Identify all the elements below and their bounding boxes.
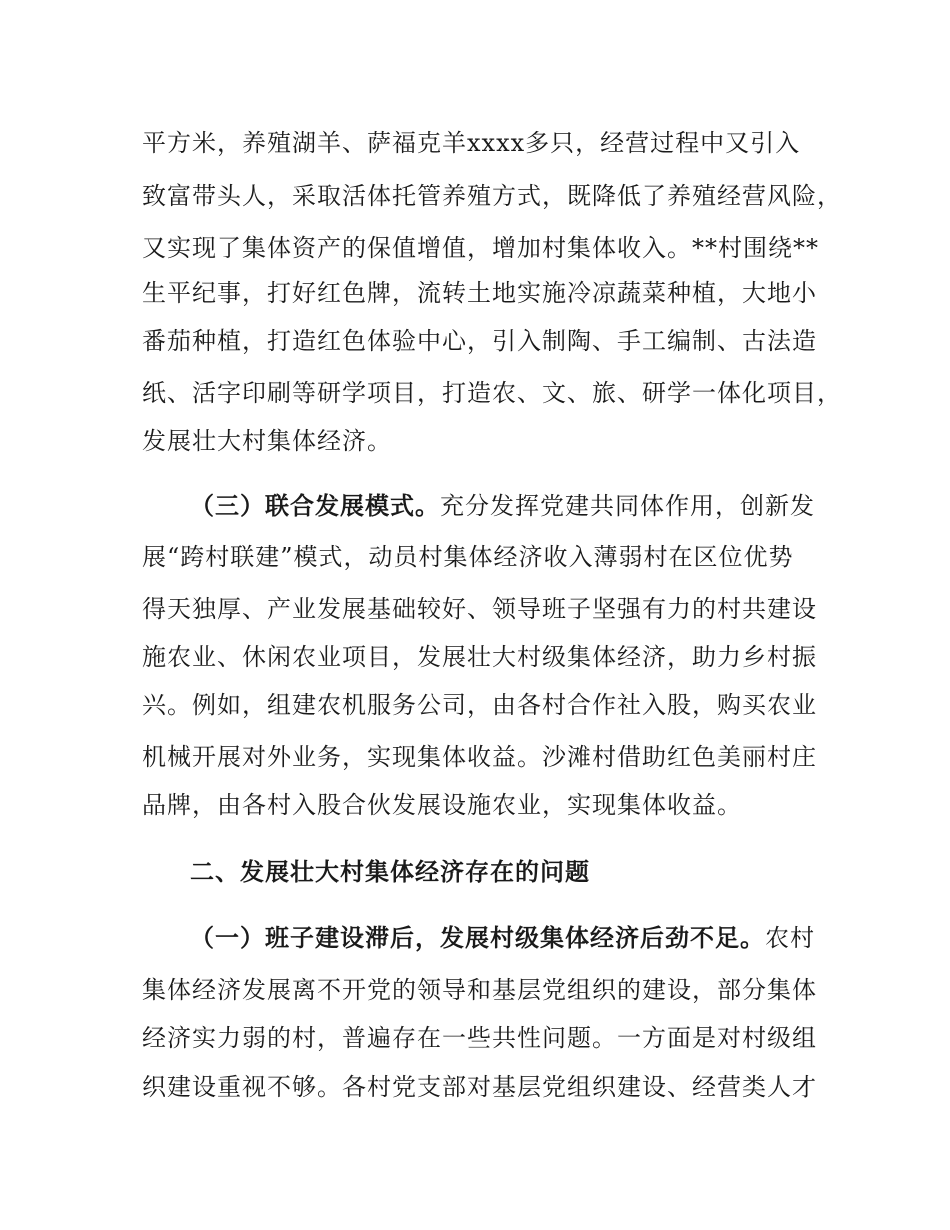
paragraph-title: （一）班子建设滞后，发展村级集体经济后劲不足。 <box>190 924 765 952</box>
paragraph-line: 展“跨村联建”模式，动员村集体经济收入薄弱村在区位优势 <box>142 543 794 571</box>
paragraph-line: 品牌，由各村入股合伙发展设施农业，实现集体收益。 <box>142 791 742 819</box>
paragraph-text: 农村 <box>765 924 815 952</box>
paragraph-line: 平方米，养殖湖羊、萨福克羊xxxx多只，经营过程中又引入 <box>142 129 801 157</box>
paragraph-line: 发展壮大村集体经济。 <box>142 427 392 455</box>
paragraph-line: 经济实力弱的村，普遍存在一些共性问题。一方面是对村级组 <box>142 1024 817 1052</box>
paragraph-first-line <box>190 923 815 953</box>
paragraph-line: 兴。例如，组建农机服务公司，由各村合作社入股，购买农业 <box>142 691 817 719</box>
section-heading: 二、发展壮大村集体经济存在的问题 <box>190 858 590 886</box>
paragraph-line: 机械开展对外业务，实现集体收益。沙滩村借助红色美丽村庄 <box>142 743 817 771</box>
paragraph-line: 得天独厚、产业发展基础较好、领导班子坚强有力的村共建设 <box>142 595 817 623</box>
paragraph-line: 集体经济发展离不开党的领导和基层党组织的建设，部分集体 <box>142 976 817 1004</box>
paragraph-line: 纸、活字印刷等研学项目，打造农、文、旅、研学一体化项目， <box>142 379 842 407</box>
paragraph-first-line <box>190 491 815 521</box>
paragraph-title: （三）联合发展模式。 <box>190 492 440 520</box>
paragraph-line: 又实现了集体资产的保值增值，增加村集体收入。**村围绕** <box>142 234 819 262</box>
paragraph-text: 充分发挥党建共同体作用，创新发 <box>440 492 815 520</box>
paragraph-line: 致富带头人，采取活体托管养殖方式，既降低了养殖经营风险， <box>142 182 842 210</box>
paragraph-line: 生平纪事，打好红色牌，流转土地实施冷凉蔬菜种植，大地小 <box>142 279 817 307</box>
paragraph-line: 施农业、休闲农业项目，发展壮大村级集体经济，助力乡村振 <box>142 643 817 671</box>
paragraph-line: 织建设重视不够。各村党支部对基层党组织建设、经营类人才 <box>142 1073 817 1101</box>
paragraph-line: 番茄种植，打造红色体验中心，引入制陶、手工编制、古法造 <box>142 327 817 355</box>
